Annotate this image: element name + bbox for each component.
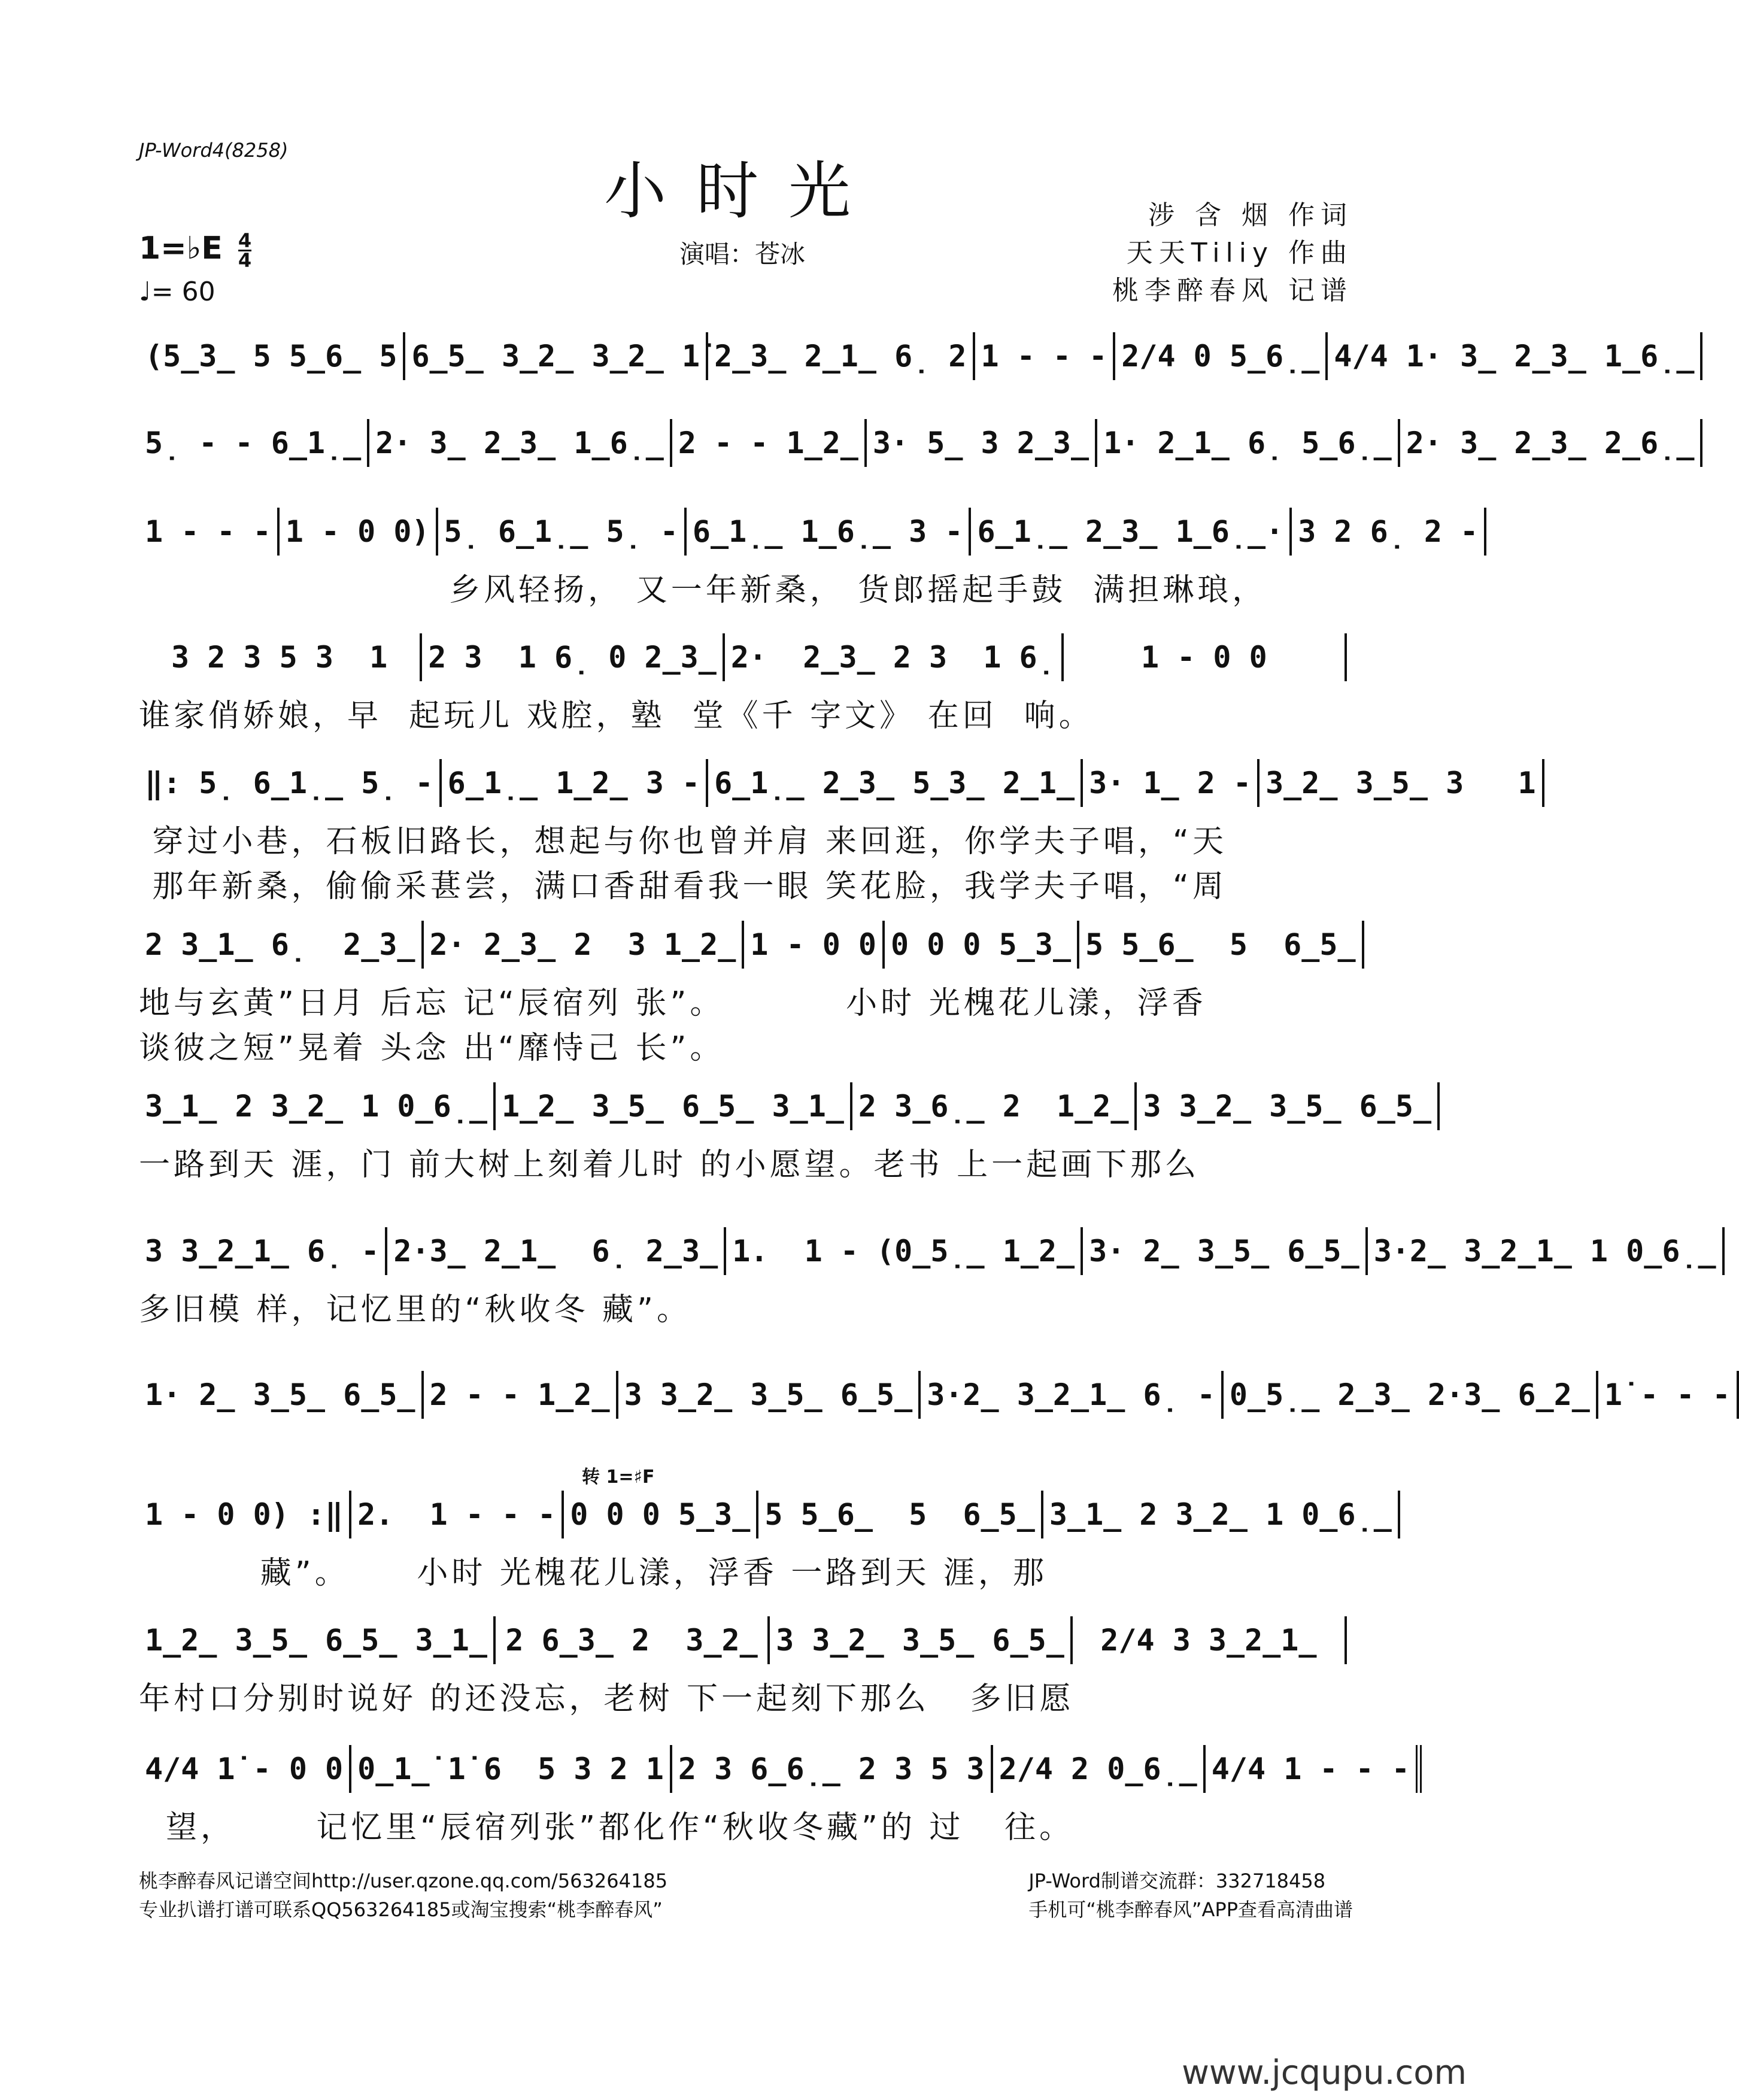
measure: 4/4 1 - - -: [1206, 1745, 1422, 1793]
performer: 演唱：苍冰: [679, 239, 806, 269]
measure: 3· 1̲ 2 -: [1083, 759, 1260, 807]
footer-left: [139, 1867, 667, 1924]
time-sig-bottom: 4: [238, 248, 252, 272]
notes-line: [139, 332, 1695, 380]
tempo-marking: ♩= 60: [139, 277, 216, 307]
measure: 0̲5̣̲ 2̲3̲ 2·3̲ 6̲2̲: [1224, 1371, 1598, 1419]
measure: 0 0 0 5̲3̲: [885, 921, 1079, 969]
software-label: JP-Word4(8258): [139, 139, 289, 162]
measure: 3̲1̲ 2 3̲2̲ 1 0̲6̣̲: [139, 1082, 496, 1130]
measure: 1. 1 - (0̲5̣̲ 1̲2̲: [726, 1227, 1083, 1275]
lyric-line: 谁家俏娇娘，早 起玩儿 戏腔，塾 堂《千 字文》 在回 响。: [139, 698, 1094, 734]
measure: 4/4 1· 3̲ 2̲3̲ 1̲6̣̲: [1328, 332, 1702, 380]
measure: 1 - - -: [139, 508, 280, 556]
measure: 5̣ - - 6̲1̣̲: [139, 419, 369, 467]
lyric-line: 藏”。 小时 光槐花儿漾，浮香 一路到天 涯，那: [139, 1555, 1048, 1591]
measure: 4/4 1̇ - 0 0: [139, 1745, 351, 1793]
notes-line: [139, 921, 1356, 969]
measure: 2/4 3 3̲2̲1̲: [1073, 1616, 1347, 1664]
footer-left-line: 桃李醉春风记谱空间http://user.qzone.qq.com/563264185: [139, 1870, 668, 1892]
measure: 2 3 1 6̣ 0 2̲3̲: [422, 633, 725, 681]
notes-line: [139, 633, 1347, 681]
measure: 1̲2̲ 3̲5̲ 6̲5̲ 3̲1̲: [139, 1616, 496, 1664]
lyric-line: 乡风轻扬， 又一年新桑， 货郎摇起手鼓 满担琳琅，: [139, 572, 1267, 608]
notes-line: [139, 419, 1695, 467]
measure: 1· 2̲ 3̲5̲ 6̲5̲: [139, 1371, 424, 1419]
footer-left-line: 专业扒谱打谱可联系QQ563264185或淘宝搜索“桃李醉春风”: [139, 1898, 663, 1921]
measure: 2/4 2 0̲6̣̲: [993, 1745, 1206, 1793]
notes-line: [139, 1371, 1731, 1419]
notes-line: [139, 1745, 1410, 1793]
lyric-line: 望， 记忆里“辰宿列张”都化作“秋收冬藏”的 过 往。: [139, 1810, 1075, 1846]
notes-line: [139, 1491, 1392, 1538]
measure: 3 3̲2̲1̲ 6̣ -: [139, 1227, 387, 1275]
measure: 1 - 0 0) :‖: [139, 1491, 351, 1538]
lyric-line-verse2: 那年新桑，偷偷采葚尝，满口香甜看我一眼 笑花脸，我学夫子唱，“周: [139, 869, 1227, 905]
measure: 5̣ 6̲1̣̲ 5̣ -: [438, 508, 687, 556]
measure: 6̲1̣̲ 2̲3̲ 5̲3̲ 2̲1̲: [708, 759, 1083, 807]
modulation-mark: 转 1=♯F: [582, 1467, 655, 1488]
measure: 1 - 0 0: [744, 921, 885, 969]
notes-line: [139, 1227, 1716, 1275]
credits: [1112, 196, 1353, 309]
footer-right-line: JP-Word制谱交流群：332718458: [1028, 1870, 1326, 1892]
measure: 5 5̲6̲ 5 6̲5̲: [1079, 921, 1364, 969]
measure: 0̲1̲̇ 1̇ 6 5 3 2 1: [351, 1745, 672, 1793]
measure: 5 5̲6̲ 5 6̲5̲: [758, 1491, 1043, 1538]
measure: 2 3̲6̣̲ 2 1̲2̲: [852, 1082, 1137, 1130]
lyric-line-verse2: 谈彼之短”晃着 头念 出“靡恃己 长”。: [139, 1030, 725, 1066]
measure: 2· 2̲3̲ 2 3 1 6̣: [725, 633, 1064, 681]
transcriber-credit: 桃李醉春风 记谱: [1112, 275, 1353, 306]
key-signature: [139, 229, 252, 272]
measure: 3 2 6̣ 2 -: [1292, 508, 1486, 556]
time-signature: [238, 229, 252, 272]
measure: 2 3̲1̲ 6̣ 2̲3̲: [139, 921, 424, 969]
measure: 2̲3̲ 2̲1̲ 6̣ 2: [708, 332, 975, 380]
composer-credit: 天天Tiliy 作曲: [1126, 238, 1353, 268]
lyric-line: 一路到天 涯，门 前大树上刻着儿时 的小愿望。老书 上一起画下那么: [139, 1147, 1200, 1183]
lyric-line: 多旧模 样，记忆里的“秋收冬 藏”。: [139, 1292, 691, 1328]
measure: 3 3̲2̲ 3̲5̲ 6̲5̲: [618, 1371, 921, 1419]
measure: 2. 1 - - -: [351, 1491, 564, 1538]
footer-right: [1028, 1867, 1353, 1924]
notes-line: [139, 1616, 1347, 1664]
measure: 1 - 0 0): [280, 508, 438, 556]
measure: 3̲2̲ 3̲5̲ 3 1: [1260, 759, 1544, 807]
lyric-line: 穿过小巷，石板旧路长，想起与你也曾并肩 来回逛，你学夫子唱，“天: [139, 824, 1227, 860]
footer-right-line: 手机可“桃李醉春风”APP查看高清曲谱: [1028, 1898, 1353, 1921]
measure: 2·3̲ 2̲1̲ 6̣ 2̲3̲: [387, 1227, 726, 1275]
measure: 1 - 0 0: [1064, 633, 1347, 681]
measure: 2 - - 1̲2̲: [672, 419, 867, 467]
measure: 6̲5̲ 3̲2̲ 3̲2̲ 1̇: [405, 332, 708, 380]
measure: 3· 5̲ 3 2̲3̲: [867, 419, 1097, 467]
page-title: 小时光: [603, 154, 881, 227]
time-sig-top: 4: [238, 229, 252, 252]
measure: 2 3 6̲6̣̲ 2 3 5 3: [672, 1745, 993, 1793]
measure: 1̲2̲ 3̲5̲ 6̲5̲ 3̲1̲: [496, 1082, 852, 1130]
measure: 1̇ - - -: [1598, 1371, 1739, 1419]
notes-line: [139, 508, 1479, 556]
watermark: www.jcqupu.com: [1182, 2053, 1467, 2092]
measure: 3̲1̲ 2 3̲2̲ 1 0̲6̣̲: [1043, 1491, 1400, 1538]
lyric-line: 年村口分别时说好 的还没忘，老树 下一起刻下那么 多旧愿: [139, 1681, 1075, 1717]
measure: 0 0 0 5̲3̲: [564, 1491, 758, 1538]
lyric-line: 地与玄黄”日月 后忘 记“辰宿列 张”。 小时 光槐花儿漾，浮香: [139, 985, 1207, 1021]
lyricist-credit: 涉 含 烟 作词: [1148, 200, 1353, 230]
measure: 3·2̲ 3̲2̲1̲ 1 0̲6̣̲: [1368, 1227, 1725, 1275]
notes-line: [139, 1082, 1432, 1130]
measure: 2· 3̲ 2̲3̲ 1̲6̣̲: [369, 419, 672, 467]
measure: (5̲3̲ 5 5̲6̲ 5: [139, 332, 405, 380]
measure: 2· 2̲3̲ 2 3 1̲2̲: [424, 921, 745, 969]
measure: 1· 2̲1̲ 6̣ 5̲6̣̲: [1097, 419, 1400, 467]
notes-line: [139, 759, 1536, 807]
measure: 6̲1̣̲ 1̲6̣̲ 3 -: [687, 508, 972, 556]
measure: 2/4 0 5̲6̣̲: [1115, 332, 1328, 380]
key-label: 1=♭E: [139, 230, 223, 266]
measure: 6̲1̣̲ 1̲2̲ 3 -: [442, 759, 708, 807]
measure: 2 6̲3̲ 2 3̲2̲: [496, 1616, 770, 1664]
measure: 3 3̲2̲ 3̲5̲ 6̲5̲: [1137, 1082, 1440, 1130]
measure: 2· 3̲ 2̲3̲ 2̲6̣̲: [1400, 419, 1703, 467]
measure: 3 2 3 5 3 1: [139, 633, 422, 681]
measure: ‖: 5̣ 6̲1̣̲ 5̣ -: [139, 759, 442, 807]
measure: 2 - - 1̲2̲: [424, 1371, 618, 1419]
measure: 6̲1̣̲ 2̲3̲ 1̲6̣̲·: [971, 508, 1292, 556]
measure: 3·2̲ 3̲2̲1̲ 6̣ -: [921, 1371, 1224, 1419]
measure: 3· 2̲ 3̲5̲ 6̲5̲: [1083, 1227, 1368, 1275]
measure: 3 3̲2̲ 3̲5̲ 6̲5̲: [770, 1616, 1073, 1664]
measure: 1 - - -: [975, 332, 1116, 380]
